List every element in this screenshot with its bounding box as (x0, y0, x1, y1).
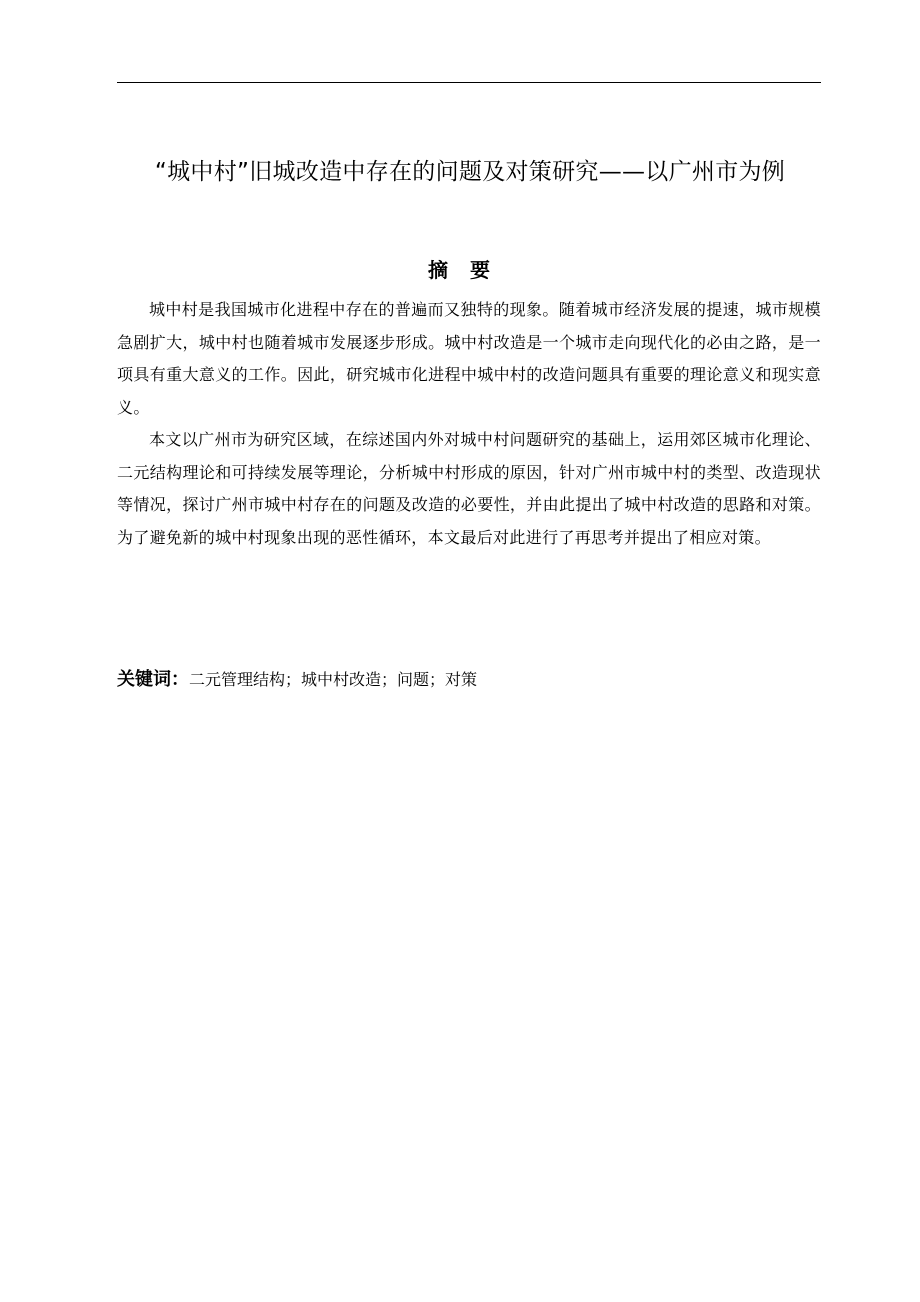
document-title: “城中村”旧城改造中存在的问题及对策研究——以广州市为例 (154, 159, 786, 185)
keywords-value: 二元管理结构；城中村改造；问题；对策 (189, 670, 478, 689)
keywords-line (117, 665, 821, 695)
abstract-paragraph: 本文以广州市为研究区域，在综述国内外对城中村问题研究的基础上，运用郊区城市化理论、二元结构理论和可持续发展等理论，分析城中村形成的原因，针对广州市城中村的类型、改造现状等情况，探讨广州市城中村存在的问题及改造的必要性，并由此提出了城中村改造的思路和对策。为了避免新的城中村现象出现的恶性循环，本文最后对此进行了再思考并提出了相应对策。 (117, 430, 821, 547)
abstract-heading: 摘要 (428, 258, 512, 282)
header-rule (117, 82, 821, 83)
abstract-paragraph: 城中村是我国城市化进程中存在的普遍而又独特的现象。随着城市经济发展的提速，城市规模急剧扩大，城中村也随着城市发展逐步形成。城中村改造是一个城市走向现代化的必由之路，是一项具有重大意义的工作。因此，研究城市化进程中城中村的改造问题具有重要的理论意义和现实意义。 (117, 300, 821, 417)
abstract-body (117, 294, 821, 554)
keywords-label: 关键词： (117, 669, 189, 690)
